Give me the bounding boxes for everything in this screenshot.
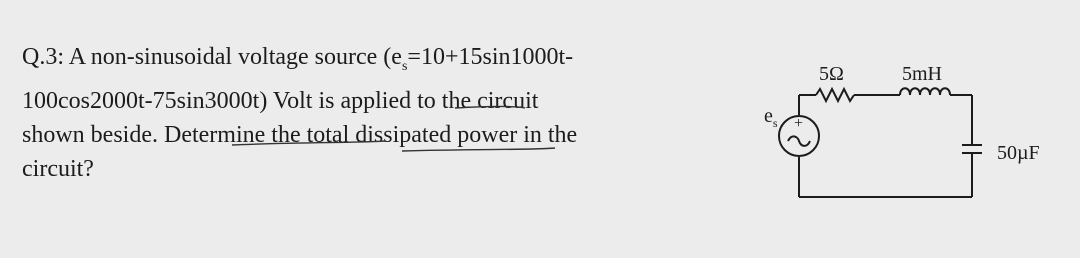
resistor-label: 5Ω xyxy=(819,63,844,85)
source-label: $e_s$ xyxy=(764,105,778,130)
capacitor-icon xyxy=(962,145,982,153)
source-polarity: + xyxy=(794,115,804,132)
inductor-icon xyxy=(900,88,950,95)
source-subscript: s xyxy=(401,58,408,74)
question-line-2: 100cos2000t-75sin3000t) Volt is applied to the circuit xyxy=(22,87,539,114)
circuit-diagram xyxy=(740,55,1070,235)
capacitor-label: 50µF xyxy=(997,142,1040,164)
voltage-source-icon xyxy=(779,115,819,156)
underline-determine xyxy=(232,141,385,145)
question-line-3: shown beside. Determine the total dissipated power in the xyxy=(22,121,578,148)
question-line-4: circuit? xyxy=(22,155,94,182)
question-line-1-suffix: =10+15sin1000t- xyxy=(407,44,574,70)
underline-applied xyxy=(455,107,525,109)
resistor-icon xyxy=(816,89,854,101)
question-line-1-prefix: A non-sinusoidal voltage source (e xyxy=(68,44,402,70)
inductor-label: 5mH xyxy=(902,63,942,85)
question-number: Q.3: xyxy=(22,44,64,70)
underline-dissipated xyxy=(402,148,555,151)
